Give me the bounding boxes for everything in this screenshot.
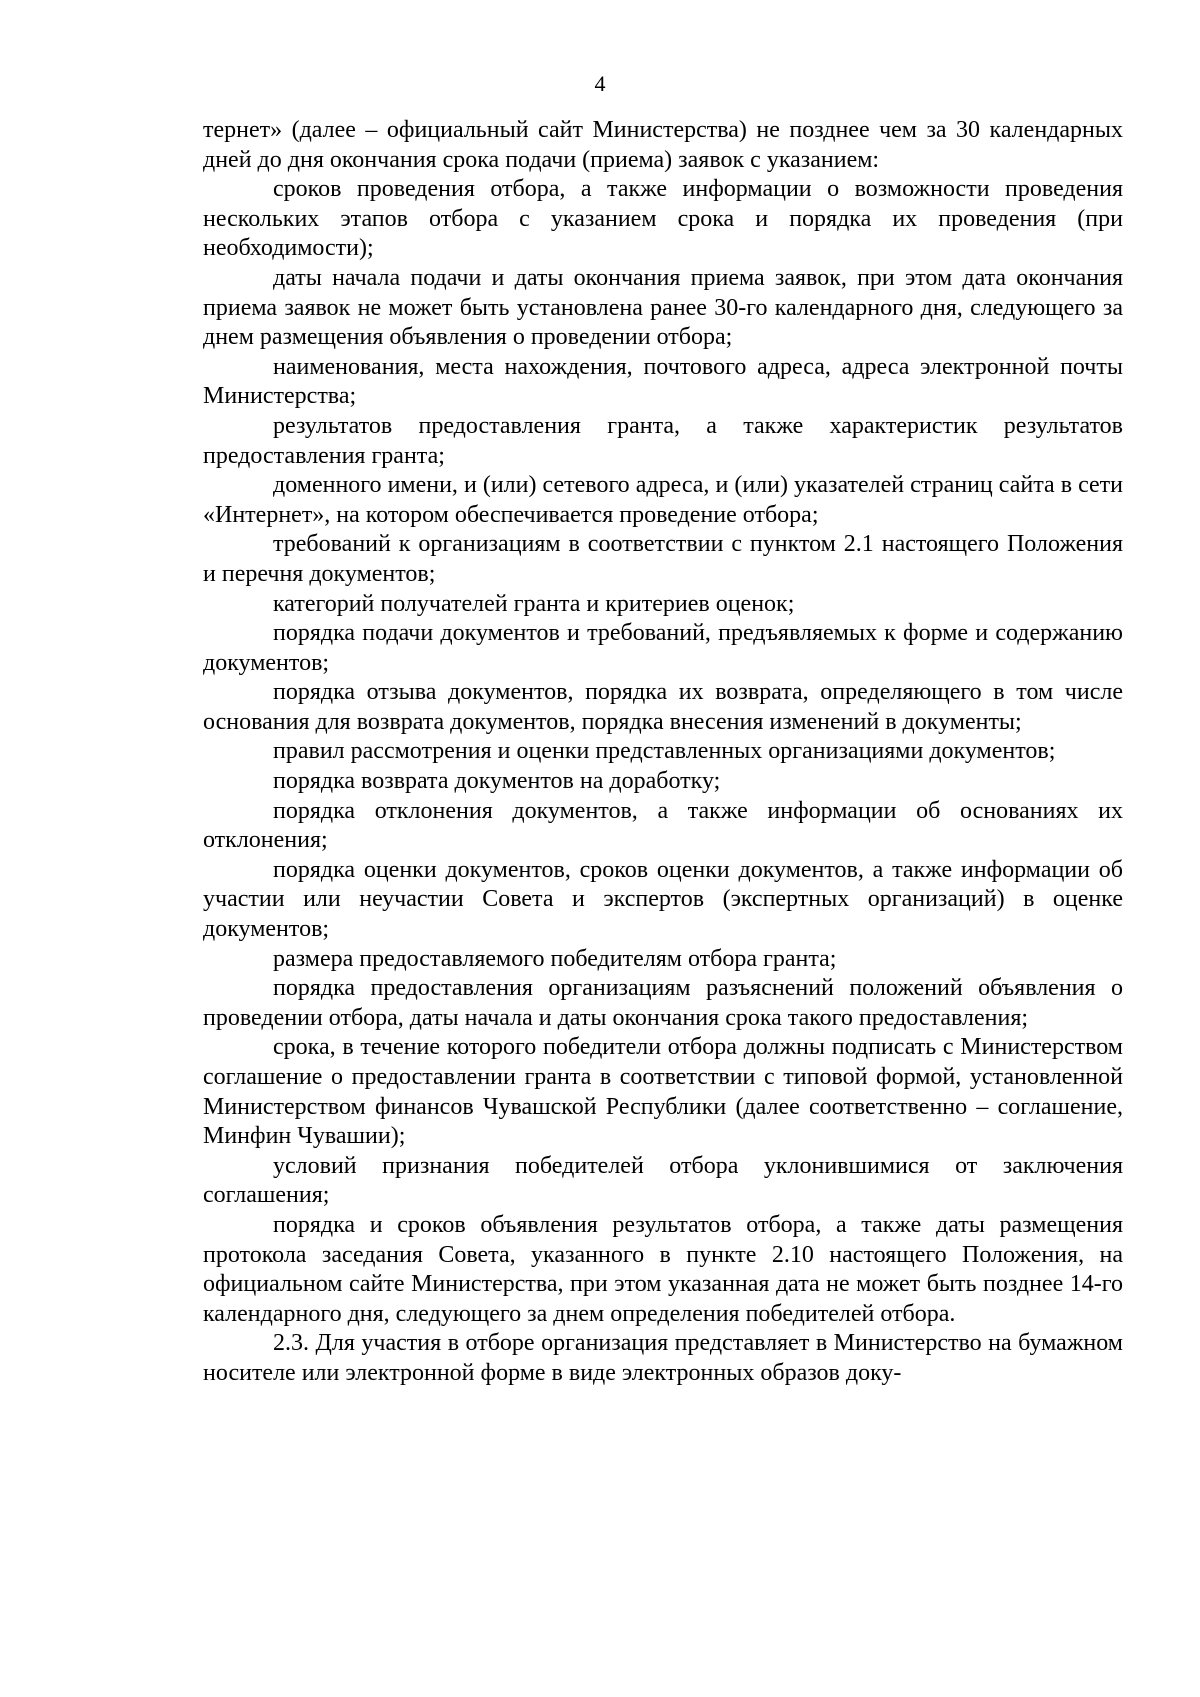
paragraph: порядка и сроков объявления результатов отбора, а также даты размещения протокола заседания Совета, указанного в пункте 2.10 настоящего Положения, на официальном сайте Министерства, при этом указанная дата не может быть позднее 14-го календарного дня, следующего за днем определения победителей отбора.	[203, 1211, 1123, 1327]
paragraph: размера предоставляемого победителям отбора гранта;	[273, 945, 837, 972]
paragraph: тернет» (далее – официальный сайт Министерства) не позднее чем за 30 календарных дней до дня окончания срока подачи (приема) заявок с указанием:	[203, 117, 1123, 173]
paragraph: наименования, места нахождения, почтового адреса, адреса электронной почты Министерства;	[203, 353, 1123, 410]
page-number: 4	[594, 71, 606, 96]
paragraph: доменного имени, и (или) сетевого адреса, и (или) указателей страниц сайта в сети «Интернет», на котором обеспечивается проведение отбора;	[203, 472, 1123, 528]
paragraph: порядка подачи документов и требований, предъявляемых к форме и содержанию документов;	[203, 620, 1123, 676]
document-body	[203, 116, 1123, 1389]
paragraph: 2.3. Для участия в отборе организация представляет в Министерство на бумажном носителе или электронной форме в виде электронных образов доку-	[203, 1330, 1123, 1386]
paragraph: порядка предоставления организациям разъяснений положений объявления о проведении отбора, даты начала и даты окончания срока такого предоставления;	[203, 975, 1123, 1031]
paragraph: требований к организациям в соответствии с пунктом 2.1 настоящего Положения и перечня документов;	[203, 531, 1123, 587]
paragraph: срока, в течение которого победители отбора должны подписать с Министерством соглашение о предоставлении гранта в соответствии с типовой формой, установленной Министерством финансов Чувашской Республики (далее соответственно – соглашение, Минфин Чувашии);	[203, 1034, 1123, 1150]
paragraph: сроков проведения отбора, а также информации о возможности проведения нескольких этапов отбора с указанием срока и порядка их проведения (при необходимости);	[203, 176, 1123, 262]
paragraph: категорий получателей гранта и критериев оценок;	[273, 590, 795, 617]
paragraph: порядка отзыва документов, порядка их возврата, определяющего в том числе основания для возврата документов, порядка внесения изменений в документы;	[203, 679, 1123, 735]
paragraph: даты начала подачи и даты окончания приема заявок, при этом дата окончания приема заявок не может быть установлена ранее 30-го календарного дня, следующего за днем размещения объявления о проведении отбора;	[203, 264, 1123, 351]
paragraph: правил рассмотрения и оценки представленных организациями документов;	[273, 738, 1056, 765]
paragraph: порядка отклонения документов, а также информации об основаниях их отклонения;	[203, 797, 1123, 854]
paragraph: условий признания победителей отбора уклонившимися от заключения соглашения;	[203, 1152, 1123, 1209]
paragraph: порядка возврата документов на доработку;	[273, 768, 721, 795]
paragraph: порядка оценки документов, сроков оценки документов, а также информации об участии или неучастии Совета и экспертов (экспертных организаций) в оценке документов;	[203, 856, 1123, 943]
paragraph: результатов предоставления гранта, а также характеристик результатов предоставления гранта;	[203, 412, 1123, 469]
